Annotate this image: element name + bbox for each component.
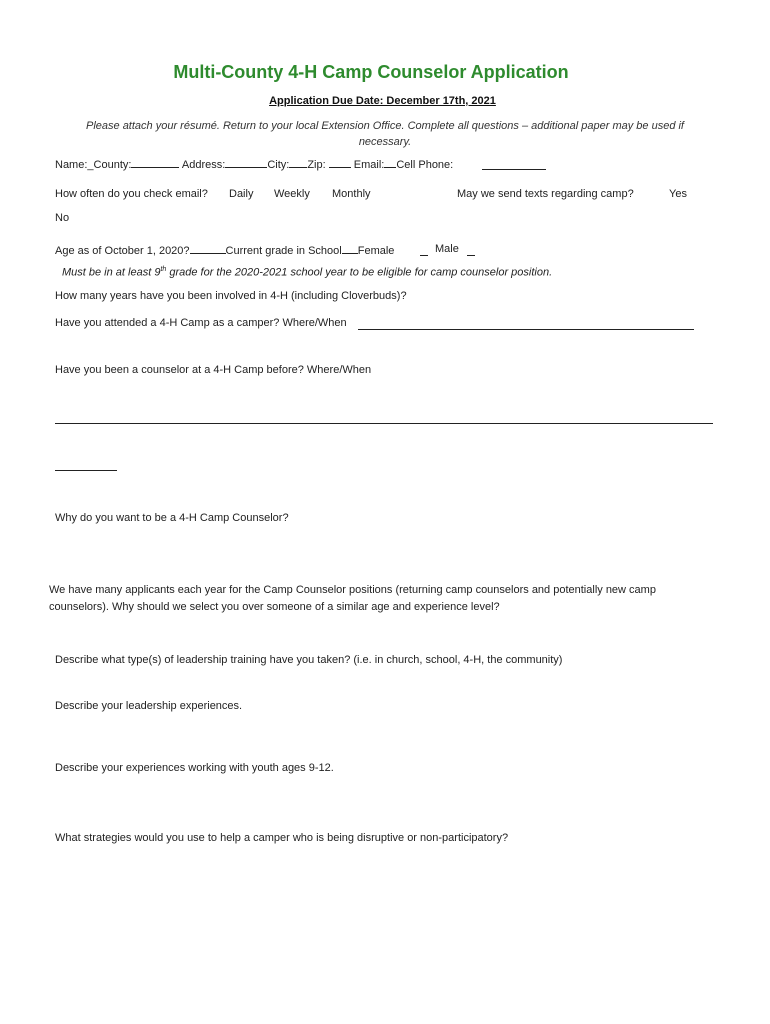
question-years-involved: How many years have you been involved in 4-H (including Cloverbuds)? [55, 290, 407, 302]
cell-phone-field[interactable] [482, 159, 546, 170]
eligibility-prefix: Must be in at least 9 [62, 266, 161, 279]
option-weekly[interactable]: Weekly [274, 188, 310, 200]
texts-no[interactable]: No [55, 212, 70, 224]
question-many-applicants-line-1: We have many applicants each year for the Camp Counselor positions (returning camp counselors and potentially new camp [49, 584, 656, 596]
email-frequency-question: How often do you check email? [55, 188, 208, 200]
due-date: Application Due Date: December 17th, 2021 [269, 95, 496, 107]
contact-line [55, 157, 453, 171]
county-label: County: [93, 159, 132, 171]
question-attended-camp: Have you attended a 4-H Camp as a camper? Where/When [55, 317, 347, 329]
eligibility-sup: th [160, 266, 167, 273]
question-strategies: What strategies would you use to help a camper who is being disruptive or non-participatory? [55, 832, 509, 844]
question-youth-experience: Describe your experiences working with youth ages 9-12. [55, 762, 334, 774]
option-monthly[interactable]: Monthly [332, 188, 371, 200]
county-field[interactable] [131, 157, 179, 168]
instructions: Please attach your résumé. Return to your local Extension Office. Complete all questions – additional paper may be used if necessary. [86, 120, 684, 148]
eligibility-suffix: grade for the 2020-2021 school year to be eligible for camp counselor position. [166, 266, 553, 279]
email-field[interactable] [384, 157, 396, 168]
city-label: City: [267, 159, 290, 171]
attended-camp-answer-line[interactable] [358, 329, 694, 330]
zip-field[interactable] [329, 157, 351, 168]
zip-label: Zip: [307, 159, 326, 171]
question-many-applicants-line-2: counselors). Why should we select you over someone of a similar age and experience level? [49, 601, 500, 613]
age-field[interactable] [190, 243, 226, 254]
texts-yes[interactable]: Yes [669, 188, 687, 200]
option-daily[interactable]: Daily [229, 188, 254, 200]
grade-label: Current grade in School [225, 245, 342, 257]
male-field[interactable] [467, 245, 475, 256]
question-why-counselor: Why do you want to be a 4-H Camp Counselor? [55, 512, 289, 524]
counselor-before-answer-line[interactable] [55, 423, 713, 424]
form-title: Multi-County 4-H Camp Counselor Application [173, 62, 569, 82]
question-leadership-experience: Describe your leadership experiences. [55, 700, 243, 712]
email-label: Email: [353, 159, 385, 171]
city-field[interactable] [289, 157, 307, 168]
grade-field[interactable] [342, 243, 358, 254]
name-label: Name:_ [55, 159, 94, 171]
age-line [55, 243, 394, 257]
cell-phone-label: Cell Phone: [396, 159, 454, 171]
question-leadership-training: Describe what type(s) of leadership training have you taken? (i.e. in church, school, 4-H, the community) [55, 654, 563, 666]
texts-question: May we send texts regarding camp? [457, 188, 634, 200]
female-label: Female [357, 245, 395, 257]
question-counselor-before: Have you been a counselor at a 4-H Camp before? Where/When [55, 364, 372, 376]
eligibility-note [62, 266, 552, 279]
address-field[interactable] [225, 157, 267, 168]
male-label: Male [435, 243, 459, 255]
address-label: Address: [181, 159, 226, 171]
counselor-before-answer-line-2[interactable] [55, 470, 117, 471]
age-label: Age as of October 1, 2020? [55, 245, 190, 257]
female-field[interactable] [420, 245, 428, 256]
